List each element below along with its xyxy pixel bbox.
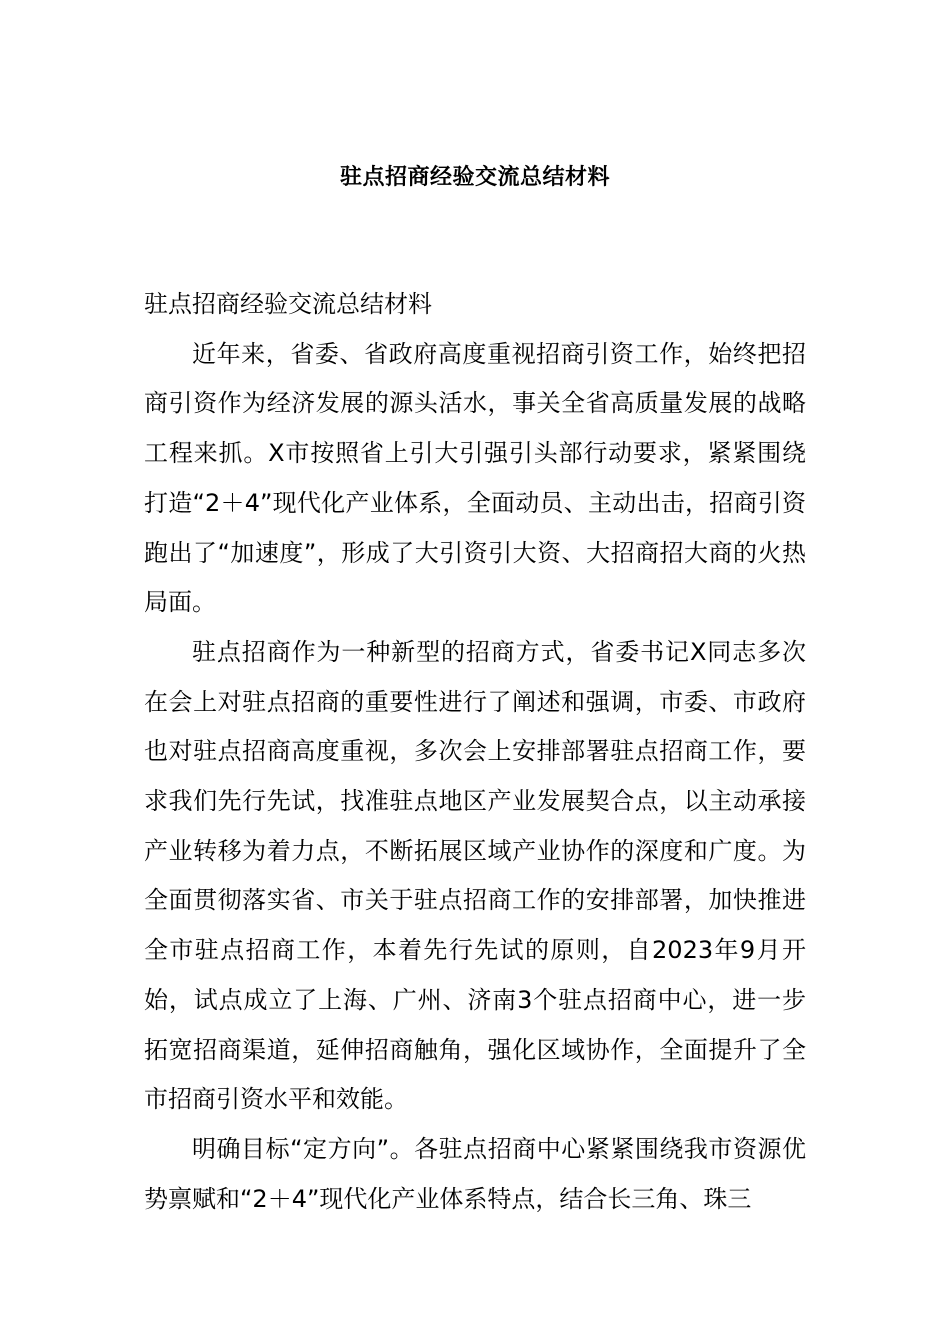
paragraph-2: 驻点招商作为一种新型的招商方式，省委书记X同志多次在会上对驻点招商的重要性进行了阐述和强调，市委、市政府也对驻点招商高度重视，多次会上安排部署驻点招商工作，要求我们先行先试，找准驻点地区产业发展契合点，以主动承接产业转移为着力点，不断拓展区域产业协作的深度和广度。为全面贯彻落实省、市关于驻点招商工作的安排部署，加快推进全市驻点招商工作，本着先行先试的原则，自2023年9月开始，试点成立了上海、广州、济南3个驻点招商中心，进一步拓宽招商渠道，延伸招商触角，强化区域协作，全面提升了全市招商引资水平和效能。 — [144, 637, 806, 1114]
document-body — [144, 280, 806, 1224]
paragraph-1: 近年来，省委、省政府高度重视招商引资工作，始终把招商引资作为经济发展的源头活水，事关全省高质量发展的战略工程来抓。X市按照省上引大引强引头部行动要求，紧紧围绕打造“2＋4”现代化产业体系，全面动员、主动出击，招商引资跑出了“加速度”，形成了大引资引大资、大招商招大商的火热局面。 — [144, 339, 806, 617]
document-title: 驻点招商经验交流总结材料 — [339, 165, 610, 190]
document-subtitle: 驻点招商经验交流总结材料 — [144, 290, 432, 318]
paragraph-3: 明确目标“定方向”。各驻点招商中心紧紧围绕我市资源优势禀赋和“2＋4”现代化产业体系特点，结合长三角、珠三 — [144, 1134, 806, 1213]
